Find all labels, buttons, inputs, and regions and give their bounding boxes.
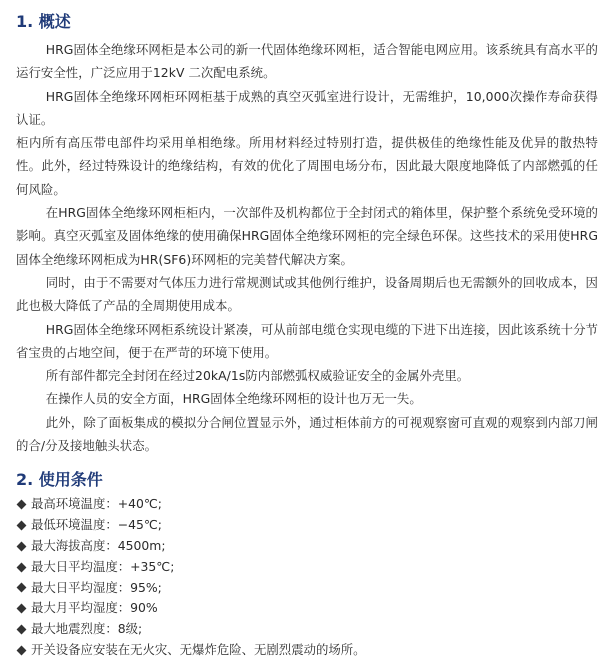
paragraph: 在操作人员的安全方面，HRG固体全绝缘环网柜的设计也万无一失。 (45, 391, 422, 407)
list-item (16, 598, 598, 619)
diamond-bullet-icon (17, 541, 27, 551)
list-item (16, 515, 598, 536)
list-item-text: 最大地震烈度：8级; (31, 621, 143, 637)
paragraph: HRG固体全绝缘环网柜环网柜基于成熟的真空灭弧室进行设计，无需维护，10,000次操作寿命获得认证。 (16, 88, 598, 127)
list-item (16, 536, 598, 557)
paragraph: 此外，除了面板集成的模拟分合闸位置显示外，通过柜体前方的可视观察窗可直观的观察到内部刀闸的合/分及接地触头状态。 (16, 414, 598, 454)
diamond-bullet-icon (17, 562, 27, 572)
diamond-bullet-icon (17, 583, 27, 593)
paragraph: HRG固体全绝缘环网柜系统设计紧凑，可从前部电缆仓实现电缆的下进下出连接，因此该系统十分节省宝贵的占地空间，便于在严苛的环境下使用。 (16, 321, 598, 360)
paragraph: HRG固体全绝缘环网柜是本公司的新一代固体绝缘环网柜，适合智能电网应用。该系统具有高水平的运行安全性，广泛应用于12kV 二次配电系统。 (16, 42, 598, 81)
list-item-text: 开关设备应安装在无火灾、无爆炸危险、无剧烈震动的场所。 (31, 641, 366, 657)
diamond-bullet-icon (17, 645, 27, 655)
diamond-bullet-icon (17, 521, 27, 531)
list-item-text: 最大日平均湿度：95%; (31, 579, 162, 595)
list-item-text: 最高环境温度：+40℃; (31, 496, 162, 512)
list-item-text: 最大日平均温度：+35℃; (31, 558, 175, 574)
diamond-bullet-icon (17, 625, 27, 635)
diamond-bullet-icon (17, 604, 27, 614)
list-item (16, 640, 598, 661)
section-title-conditions: 2. 使用条件 (16, 470, 103, 490)
paragraph: 柜内所有高压带电部件均采用单相绝缘。所用材料经过特别打造，提供极佳的绝缘性能及优异的散热特性。此外，经过特殊设计的绝缘结构，有效的优化了周围电场分布，因此最大限度地降低了内部燃弧的任何风险。 (16, 135, 598, 197)
list-item (16, 619, 598, 640)
conditions-list (16, 494, 598, 660)
paragraph: 在HRG固体全绝缘环网柜柜内，一次部件及机构都位于全封闭式的箱体里，保护整个系统免受环境的影响。真空灭弧室及固体绝缘的使用确保HRG固体全绝缘环网柜的完全绿色环保。这些技术的采用使HRG固体全绝缘环网柜成为HR(SF6)环网柜的完美替代解决方案。 (16, 205, 598, 267)
list-item (16, 578, 598, 599)
section-title-overview: 1. 概述 (16, 12, 71, 31)
paragraph: 所有部件都完全封闭在经过20kA/1s防内部燃弧权威验证安全的金属外壳里。 (45, 368, 470, 384)
paragraph: 同时，由于不需要对气体压力进行常规测试或其他例行维护，设备周期后也无需额外的回收成本，因此也极大降低了产品的全周期使用成本。 (16, 274, 598, 314)
list-item (16, 557, 598, 578)
list-item-text: 最低环境温度：−45℃; (31, 517, 162, 533)
list-item-text: 最大月平均湿度：90% (31, 600, 158, 616)
diamond-bullet-icon (17, 500, 27, 510)
overview-body (16, 38, 598, 457)
list-item (16, 494, 598, 515)
list-item-text: 最大海拔高度：4500m; (31, 537, 166, 553)
